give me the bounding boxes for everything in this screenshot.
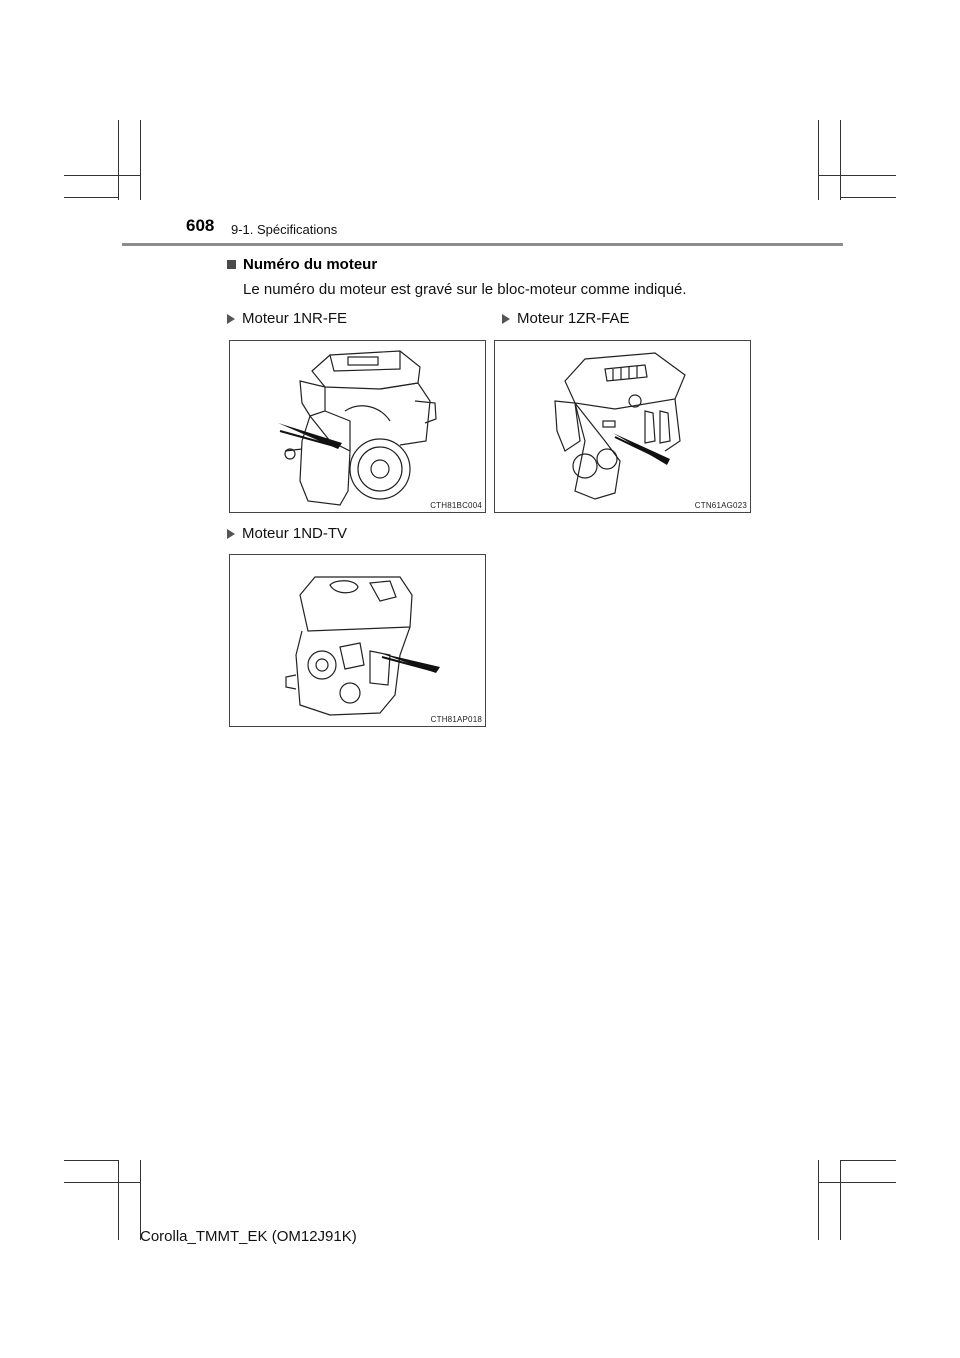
triangle-bullet-icon: [502, 314, 510, 324]
engine-label-1nd: [227, 525, 347, 542]
crop-mark: [140, 120, 141, 200]
page-number: 608: [186, 216, 215, 235]
crop-mark: [818, 175, 896, 176]
engine-label-1nr: [227, 310, 347, 327]
triangle-bullet-icon: [227, 529, 235, 539]
crop-mark: [64, 197, 118, 198]
crop-mark: [118, 120, 119, 200]
crop-mark: [840, 197, 896, 198]
crop-mark: [64, 1160, 118, 1161]
triangle-bullet-icon: [227, 314, 235, 324]
square-bullet-icon: [227, 260, 236, 269]
crop-mark: [840, 1160, 841, 1240]
crop-mark: [64, 175, 140, 176]
header-divider: [122, 243, 843, 246]
crop-mark: [818, 1182, 896, 1183]
figure-code: CTN61AG023: [694, 501, 747, 510]
engine-illustration-icon: [230, 341, 485, 512]
crop-mark: [818, 1160, 819, 1240]
crop-mark: [64, 1182, 140, 1183]
figure-code: CTH81BC004: [430, 501, 482, 510]
engine-label-1zr: [502, 310, 630, 327]
engine-figure-1nr: [229, 340, 486, 513]
body-paragraph: Le numéro du moteur est gravé sur le bloc-moteur comme indiqué.: [243, 281, 687, 298]
heading-text: Numéro du moteur: [243, 256, 378, 273]
engine-label-text: Moteur 1ND-TV: [242, 525, 348, 542]
crop-mark: [818, 120, 819, 200]
engine-illustration-icon: [495, 341, 750, 512]
engine-figure-1nd: [229, 554, 486, 727]
engine-label-text: Moteur 1ZR-FAE: [517, 310, 630, 327]
section-heading: [227, 256, 377, 273]
section-title: 9-1. Spécifications: [231, 222, 338, 237]
figure-code: CTH81AP018: [430, 715, 482, 724]
crop-mark: [118, 1160, 119, 1240]
document-footer: Corolla_TMMT_EK (OM12J91K): [140, 1228, 357, 1245]
crop-mark: [840, 1160, 896, 1161]
engine-figure-1zr: [494, 340, 751, 513]
crop-mark: [840, 120, 841, 200]
engine-illustration-icon: [230, 555, 485, 726]
engine-label-text: Moteur 1NR-FE: [242, 310, 348, 327]
